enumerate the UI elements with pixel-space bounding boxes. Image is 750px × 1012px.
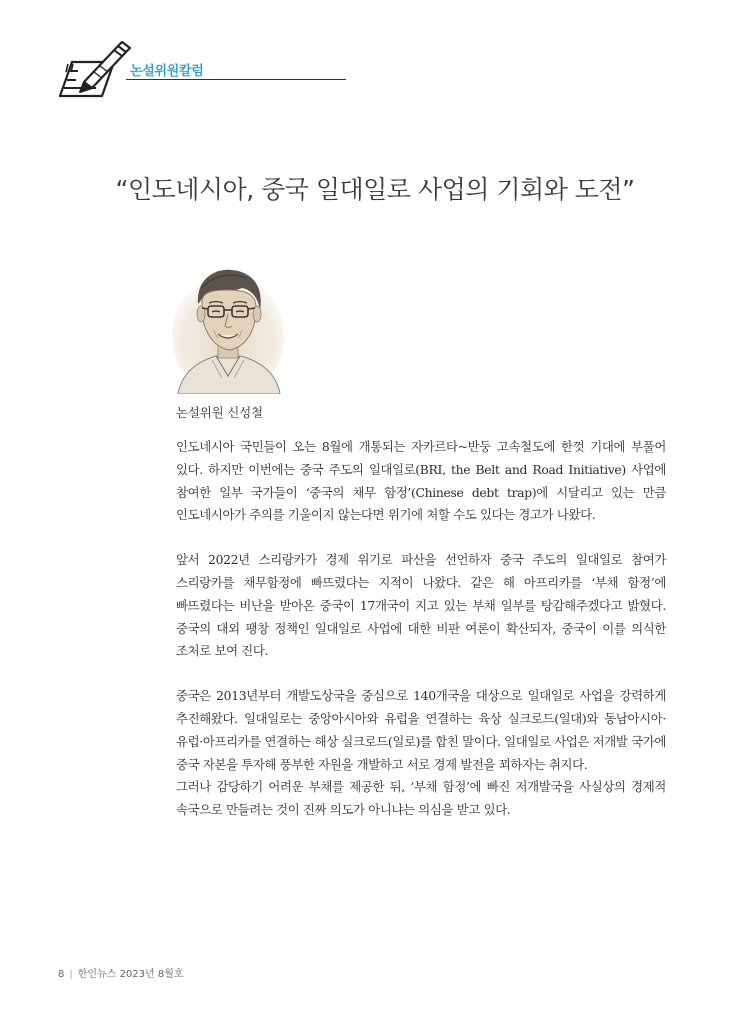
paragraph: 중국은 2013년부터 개발도상국을 중심으로 140개국을 대상으로 일대일로 사업을 강력하게 추진해왔다. 일대일로는 중앙아시아와 유럽을 연결하는 육상 실크로드(일대)와 동남아시아·유럽·아프리카를 연결하는 해상 실크로드(일로)를 합친 말이다. 일대일로 사업은 저개발 국가에 중국 자본을 투자해 풍부한 자원을 개발하고 서로 경제 발전을 꾀하자는 취지다. [176,688,666,772]
header-divider [126,79,346,80]
author-portrait [172,258,284,394]
publication-name: 한인뉴스 2023년 8월호 [77,969,184,980]
footer-separator: | [69,969,73,980]
paragraph: 앞서 2022년 스리랑카가 경제 위기로 파산을 선언하자 중국 주도의 일대일로 참여가 스리랑카를 채무함정에 빠뜨렸다는 지적이 나왔다. 같은 해 아프리카를 ‘부채 함정’에 빠뜨렸다는 비난을 받아온 중국이 17개국이 지고 있는 부채 일부를 탕감해주겠다고 밝혔다. 중국의 대외 팽창 정책인 일대일로 사업에 대한 비판 여론이 확산되자, 중국이 이를 의식한 조처로 보여 진다. [176,552,666,659]
page-footer [58,965,184,980]
column-header [56,38,346,98]
author-caption: 논설위원 신성철 [176,405,263,420]
article-title: “인도네시아, 중국 일대일로 사업의 기회와 도전” [115,175,635,204]
paragraph: 인도네시아 국민들이 오는 8월에 개통되는 자카르타~반둥 고속철도에 한껏 기대에 부풀어 있다. 하지만 이번에는 중국 주도의 일대일로(BRI, the Belt and Road Initiative) 사업에 참여한 일부 국가들이 ‘중국의 채무 함정’(Chinese debt trap)에 시달리고 있는 만큼 인도네시아가 주의를 기울이지 않는다면 위기에 처할 수도 있다는 경고가 나왔다. [176,439,666,523]
pen-writing-icon [56,38,136,98]
page-number: 8 [58,969,65,980]
section-label: 논설위원칼럼 [130,64,204,79]
paragraph: 그러나 감당하기 어려운 부채를 제공한 뒤, ‘부채 함정’에 빠진 저개발국을 사실상의 경제적 속국으로 만들려는 것이 진짜 의도가 아니냐는 의심을 받고 있다. [176,779,666,818]
article-body [176,436,666,822]
